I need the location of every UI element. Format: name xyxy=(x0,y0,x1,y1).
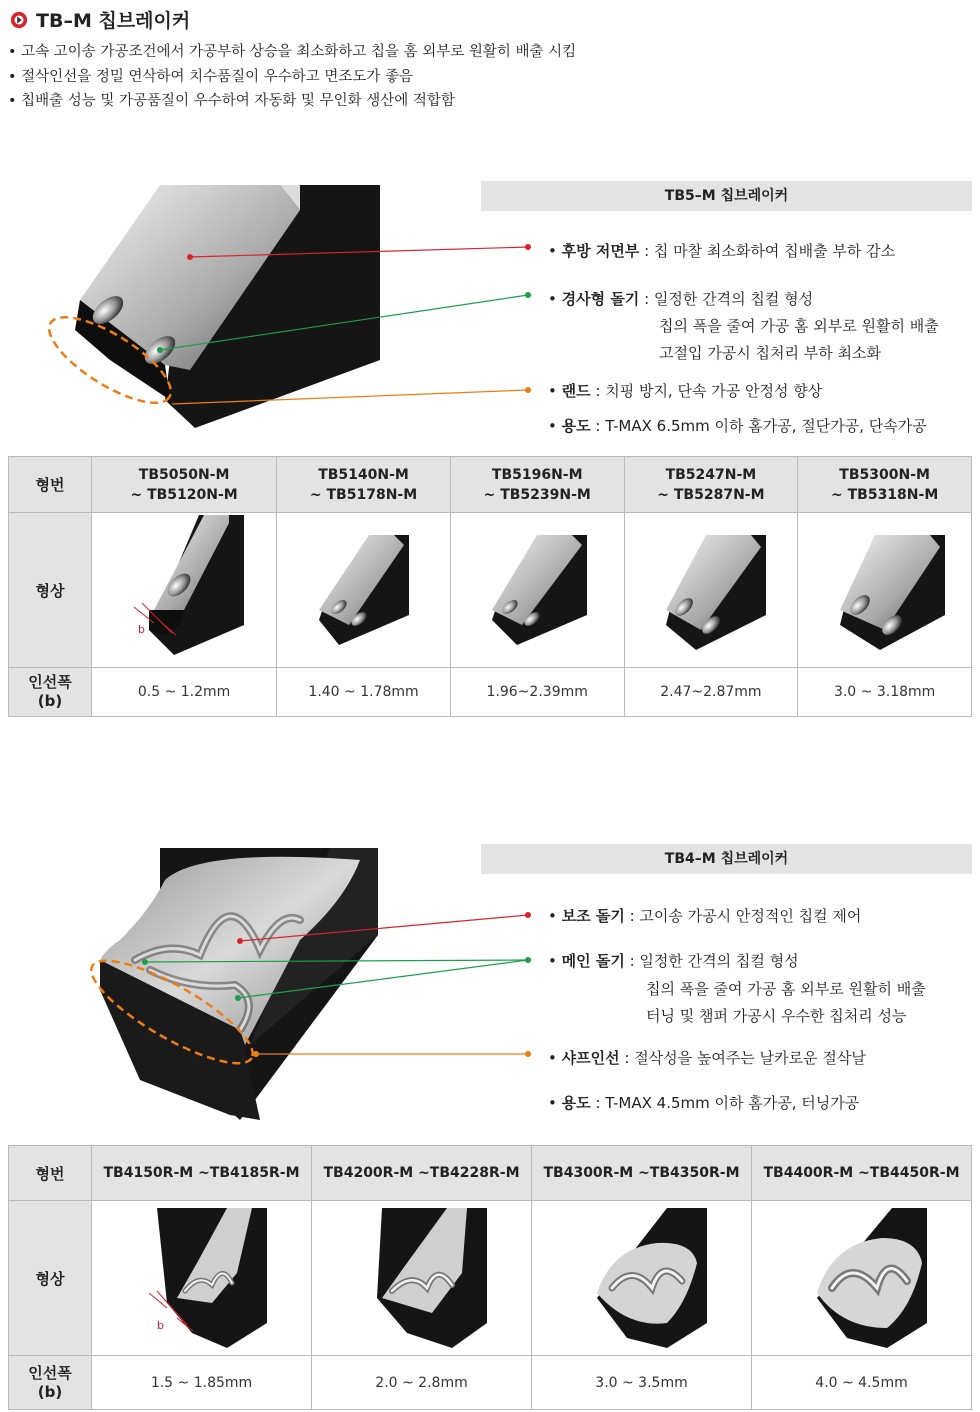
tb5-band-title: TB5–M 칩브레이커 xyxy=(481,181,972,211)
header-model: 형번 xyxy=(9,1146,92,1201)
tb4-band-title: TB4–M 칩브레이커 xyxy=(481,844,972,874)
table-row xyxy=(9,513,972,668)
model-cell: TB5300N-M ~ TB5318N-M xyxy=(798,457,972,513)
insert-image xyxy=(810,515,960,665)
bullet-item: • 절삭인선을 정밀 연삭하여 치수품질이 우수하고 면조도가 좋음 xyxy=(8,65,576,90)
header-width: 인선폭 (b) xyxy=(9,668,92,717)
insert-image xyxy=(636,515,786,665)
feature-desc: 칩의 폭을 줄여 가공 홈 외부로 원활히 배출 xyxy=(659,317,939,335)
width-cell: 0.5 ~ 1.2mm xyxy=(92,668,277,717)
feature-desc: T-MAX 4.5mm 이하 홈가공, 터닝가공 xyxy=(605,1094,860,1112)
feature-label: 후방 저면부 xyxy=(561,242,640,260)
model-cell: TB4400R-M ~TB4450R-M xyxy=(752,1146,972,1201)
tb5-feature-rear: • 후방 저면부 : 칩 마찰 최소화하여 칩배출 부하 감소 xyxy=(548,242,896,260)
header-width: 인선폭 (b) xyxy=(9,1356,92,1410)
shape-cell xyxy=(92,1201,312,1356)
feature-desc: 터닝 및 챔퍼 가공시 우수한 칩처리 성능 xyxy=(646,1007,907,1025)
width-cell: 4.0 ~ 4.5mm xyxy=(752,1356,972,1410)
shape-cell xyxy=(277,513,451,668)
header-model: 형번 xyxy=(9,457,92,513)
feature-desc: 일정한 간격의 칩컬 형성 xyxy=(653,290,814,308)
model-cell: TB5196N-M ~ TB5239N-M xyxy=(450,457,624,513)
table-row xyxy=(9,457,972,513)
shape-cell xyxy=(92,513,277,668)
feature-desc: 절삭성을 높여주는 날카로운 절삭날 xyxy=(634,1049,866,1067)
width-cell: 2.47~2.87mm xyxy=(624,668,798,717)
section-title-text: TB–M 칩브레이커 xyxy=(36,10,191,32)
width-cell: 2.0 ~ 2.8mm xyxy=(312,1356,532,1410)
width-cell: 3.0 ~ 3.18mm xyxy=(798,668,972,717)
tb5-spec-table xyxy=(8,456,972,717)
feature-label: 용도 xyxy=(561,1094,591,1112)
model-cell: TB4150R-M ~TB4185R-M xyxy=(92,1146,312,1201)
width-cell: 3.0 ~ 3.5mm xyxy=(532,1356,752,1410)
feature-label: 랜드 xyxy=(561,382,591,400)
tb5-feature-bump: • 경사형 돌기 : 일정한 간격의 칩컬 형성 xyxy=(548,290,814,308)
insert-image xyxy=(777,1203,947,1353)
insert-image xyxy=(289,515,439,665)
insert-image xyxy=(462,515,612,665)
tb5-feature-usage: • 용도 : T-MAX 6.5mm 이하 홈가공, 절단가공, 단속가공 xyxy=(548,417,927,435)
shape-cell xyxy=(752,1201,972,1356)
tb4-feature-aux-bump: • 보조 돌기 : 고이송 가공시 안정적인 칩컬 제어 xyxy=(548,907,862,925)
model-cell: TB4300R-M ~TB4350R-M xyxy=(532,1146,752,1201)
feature-desc: T-MAX 6.5mm 이하 홈가공, 절단가공, 단속가공 xyxy=(605,417,927,435)
table-row xyxy=(9,668,972,717)
tb5-insert-diagram xyxy=(0,170,980,450)
feature-desc: 칩의 폭을 줄여 가공 홈 외부로 원활히 배출 xyxy=(646,980,926,998)
model-cell: TB5050N-M ~ TB5120N-M xyxy=(92,457,277,513)
insert-image xyxy=(337,1203,507,1353)
bullet-item: • 칩배출 성능 및 가공품질이 우수하여 자동화 및 무인화 생산에 적합함 xyxy=(8,89,576,114)
feature-desc: 일정한 간격의 칩컬 형성 xyxy=(639,952,799,970)
table-row xyxy=(9,1146,972,1201)
tb4-feature-main-bump: • 메인 돌기 : 일정한 간격의 칩컬 형성 xyxy=(548,952,799,970)
table-row xyxy=(9,1356,972,1410)
model-cell: TB5247N-M ~ TB5287N-M xyxy=(624,457,798,513)
width-cell: 1.40 ~ 1.78mm xyxy=(277,668,451,717)
model-cell: TB4200R-M ~TB4228R-M xyxy=(312,1146,532,1201)
shape-cell xyxy=(312,1201,532,1356)
b-label: b xyxy=(156,1319,164,1332)
tb4-spec-table xyxy=(8,1145,972,1410)
tb4-feature-sharp-edge: • 샤프인선 : 절삭성을 높여주는 날카로운 절삭날 xyxy=(548,1049,866,1067)
shape-cell xyxy=(798,513,972,668)
section-title xyxy=(10,6,190,33)
feature-desc: 고이송 가공시 안정적인 칩컬 제어 xyxy=(639,907,862,925)
insert-image xyxy=(104,515,264,665)
width-cell: 1.5 ~ 1.85mm xyxy=(92,1356,312,1410)
b-label: b xyxy=(138,623,146,636)
shape-cell xyxy=(532,1201,752,1356)
tb4-feature-usage: • 용도 : T-MAX 4.5mm 이하 홈가공, 터닝가공 xyxy=(548,1094,860,1112)
circle-arrow-icon xyxy=(10,11,28,29)
feature-label: 샤프인선 xyxy=(561,1049,620,1067)
model-cell: TB5140N-M ~ TB5178N-M xyxy=(277,457,451,513)
feature-desc: 칩 마찰 최소화하여 칩배출 부하 감소 xyxy=(653,242,896,260)
feature-label: 용도 xyxy=(561,417,591,435)
feature-desc: 고절입 가공시 칩처리 부하 최소화 xyxy=(659,344,881,362)
shape-cell xyxy=(624,513,798,668)
header-shape: 형상 xyxy=(9,513,92,668)
feature-label: 메인 돌기 xyxy=(561,952,625,970)
bullet-item: • 고속 고이송 가공조건에서 가공부하 상승을 최소화하고 칩을 홈 외부로 원활히 배출 시킴 xyxy=(8,40,576,65)
header-shape: 형상 xyxy=(9,1201,92,1356)
insert-image xyxy=(117,1203,287,1353)
feature-desc: 치핑 방지, 단속 가공 안정성 향상 xyxy=(605,382,823,400)
width-cell: 1.96~2.39mm xyxy=(450,668,624,717)
shape-cell xyxy=(450,513,624,668)
tb5-feature-land: • 랜드 : 치핑 방지, 단속 가공 안정성 향상 xyxy=(548,382,823,400)
table-row xyxy=(9,1201,972,1356)
intro-bullets xyxy=(8,40,576,114)
insert-image xyxy=(557,1203,727,1353)
feature-label: 경사형 돌기 xyxy=(561,290,640,308)
feature-label: 보조 돌기 xyxy=(561,907,625,925)
